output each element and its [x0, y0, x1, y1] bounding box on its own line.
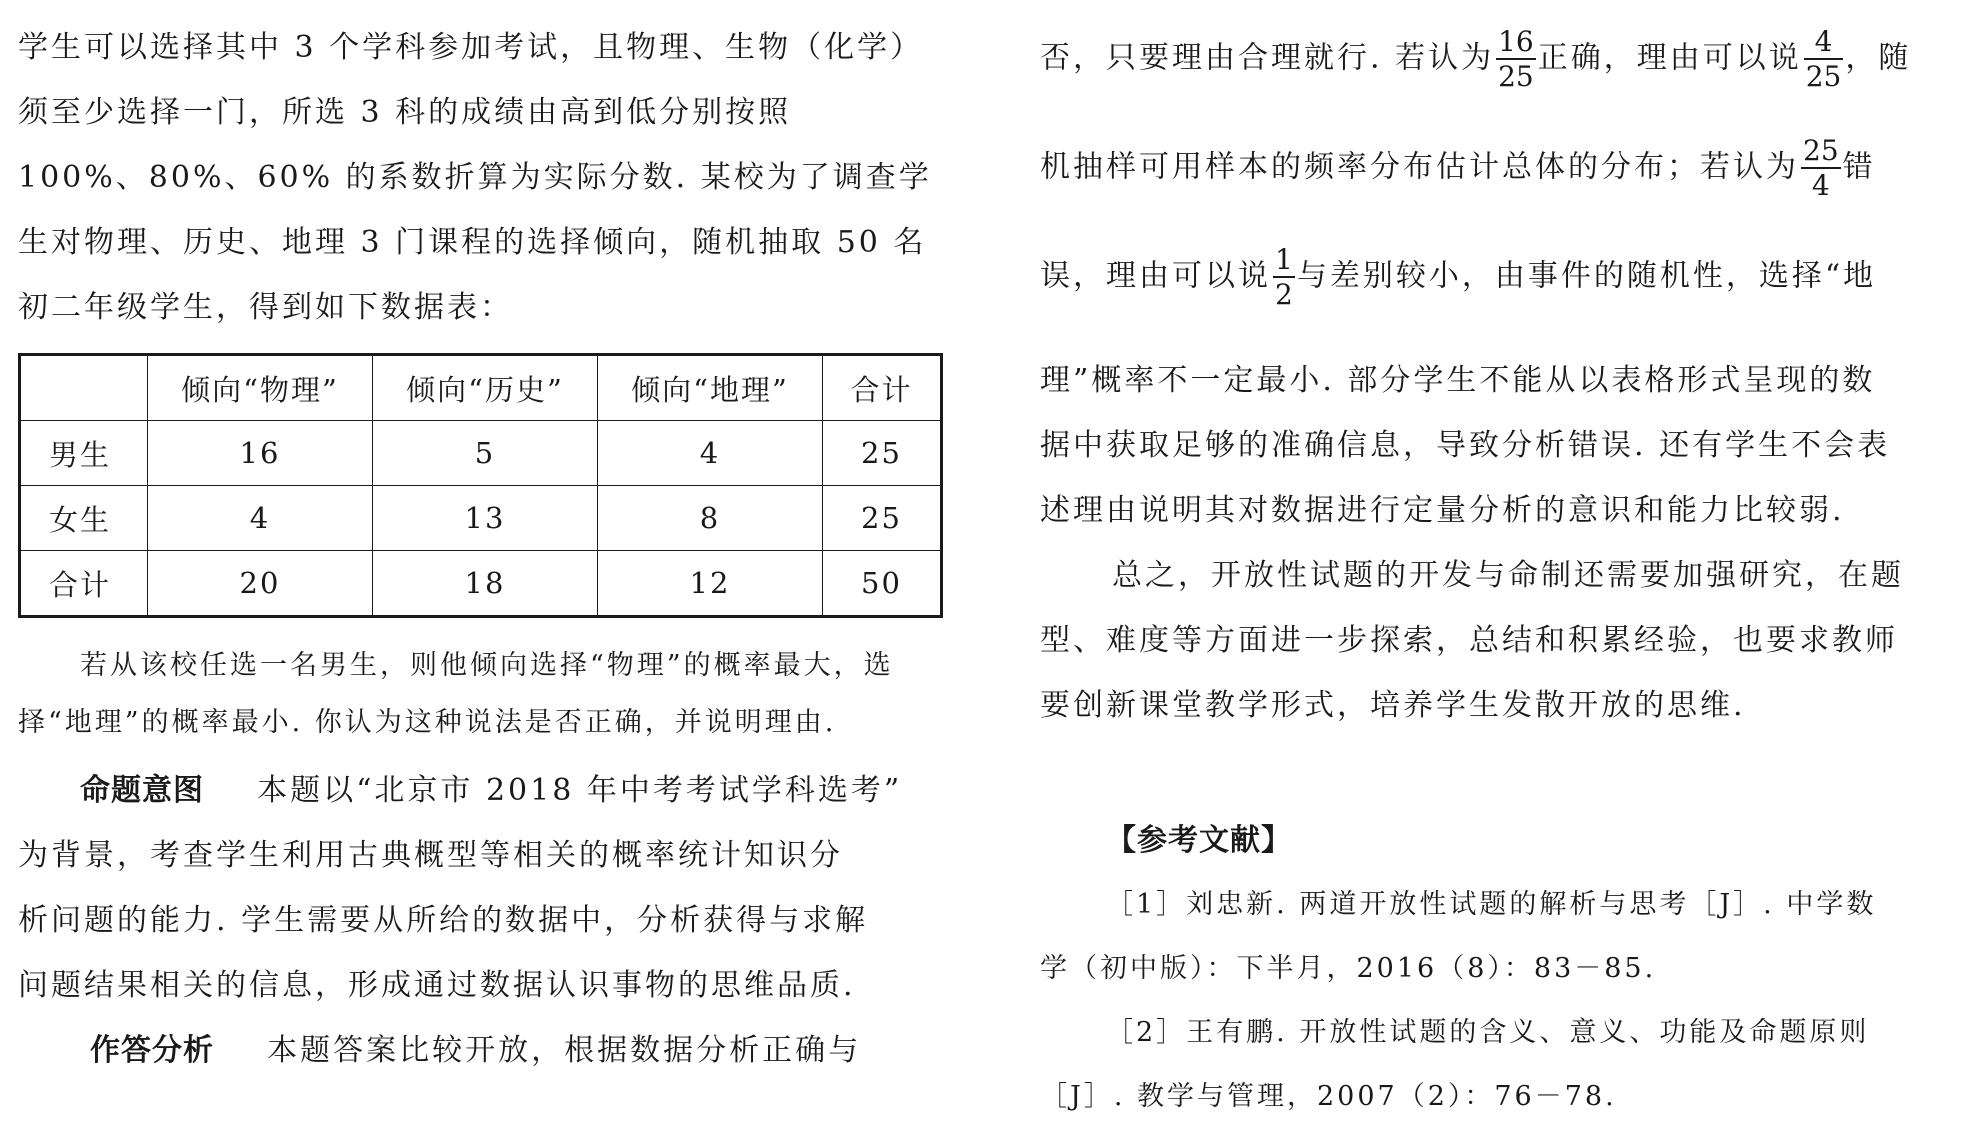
intent-paragraph-first [80, 765, 902, 809]
intro-line: 初二年级学生，得到如下数据表： [18, 290, 513, 325]
table-cell: 16 [148, 421, 373, 486]
intro-line: 生对物理、历史、地理 3 门课程的选择倾向，随机抽取 50 名 [18, 225, 927, 260]
answer-line: 述理由说明其对数据进行定量分析的意识和能力比较弱. [1040, 493, 1845, 528]
table-cell: 13 [373, 486, 598, 551]
table-cell: 25 [823, 486, 942, 551]
answer-line-3 [1040, 243, 1877, 311]
table-row [20, 421, 942, 486]
table-header-cell: 倾向“历史” [373, 355, 598, 421]
intent-line: 本题以“北京市 2018 年中考考试学科选考” [257, 773, 903, 808]
intent-line: 为背景，考查学生利用古典概型等相关的概率统计知识分 [18, 838, 843, 873]
intent-line: 问题结果相关的信息，形成通过数据认识事物的思维品质. [18, 968, 856, 1003]
intent-label: 命题意图 [80, 773, 204, 808]
table-header-cell: 合计 [823, 355, 942, 421]
answer-line: 据中获取足够的准确信息，导致分析错误. 还有学生不会表 [1040, 428, 1891, 463]
answer-text: 正确，理由可以说 [1537, 40, 1802, 76]
table-header-cell: 倾向“物理” [148, 355, 373, 421]
table-cell: 25 [823, 421, 942, 486]
answer-text: 否，只要理由合理就行. 若认为 [1040, 40, 1495, 76]
fraction-numerator: 4 [1804, 28, 1844, 60]
table-cell: 20 [148, 551, 373, 617]
fraction-denominator: 25 [1805, 60, 1842, 93]
table-cell: 4 [598, 421, 823, 486]
fraction-denominator: 25 [1498, 60, 1534, 93]
analysis-paragraph-first [90, 1025, 861, 1069]
summary-line: 要创新课堂教学形式，培养学生发散开放的思维. [1040, 688, 1746, 723]
question-line: 若从该校任选一名男生，则他倾向选择“物理”的概率最大，选 [80, 650, 894, 681]
table-row-label: 女生 [20, 486, 148, 551]
answer-text: 机抽样可用样本的频率分布估计总体的分布；若认为 [1040, 149, 1799, 185]
answer-text: 误，理由可以说 [1040, 258, 1271, 294]
answer-text: 错 [1842, 149, 1876, 185]
answer-text: ，随 [1845, 40, 1912, 76]
reference-line: ［J］. 教学与管理，2007（2）：76－78. [1040, 1081, 1617, 1112]
reference-line: 学（初中版）：下半月，2016（8）：83－85. [1040, 953, 1657, 984]
table-cell: 5 [373, 421, 598, 486]
answer-line-1 [1040, 25, 1912, 93]
intro-line: 学生可以选择其中 3 个学科参加考试，且物理、生物（化学） [18, 30, 924, 65]
table-cell: 8 [598, 486, 823, 551]
answer-line: 理”概率不一定最小. 部分学生不能从以表格形式呈现的数 [1040, 363, 1876, 398]
table-row-label: 合计 [20, 551, 148, 617]
summary-line: 型、难度等方面进一步探索，总结和积累经验，也要求教师 [1040, 623, 1898, 658]
table-row [20, 486, 942, 551]
fraction-25-4 [1801, 134, 1841, 202]
table-row-label: 男生 [20, 421, 148, 486]
intro-line: 100%、80%、60% 的系数折算为实际分数. 某校为了调查学 [18, 160, 932, 195]
table-cell: 18 [373, 551, 598, 617]
fraction-denominator: 4 [1811, 169, 1830, 202]
fraction-1-2 [1273, 243, 1295, 311]
table-row [20, 551, 942, 617]
references-heading: 【参考文献】 [1106, 823, 1292, 858]
analysis-label: 作答分析 [90, 1033, 214, 1068]
intro-line: 须至少选择一门，所选 3 科的成绩由高到低分别按照 [18, 95, 792, 130]
survey-data-table [18, 353, 943, 618]
answer-line-2 [1040, 134, 1876, 202]
analysis-line: 本题答案比较开放，根据数据分析正确与 [267, 1033, 862, 1068]
fraction-numerator: 25 [1803, 134, 1839, 167]
question-line: 择“地理”的概率最小. 你认为这种说法是否正确，并说明理由. [18, 707, 837, 738]
table-header-cell [20, 355, 148, 421]
table-cell: 12 [598, 551, 823, 617]
fraction-16-25 [1496, 25, 1536, 93]
table-header-cell: 倾向“地理” [598, 355, 823, 421]
fraction-4-25 [1804, 25, 1844, 93]
fraction-numerator: 1 [1275, 243, 1293, 276]
table-cell: 4 [148, 486, 373, 551]
intent-line: 析问题的能力. 学生需要从所给的数据中，分析获得与求解 [18, 903, 869, 938]
answer-text: 与差别较小，由事件的随机性，选择“地 [1296, 258, 1877, 294]
fraction-numerator: 16 [1498, 25, 1534, 58]
fraction-denominator: 2 [1275, 278, 1293, 311]
table-header-row [20, 355, 942, 421]
reference-line: ［2］王有鹏. 开放性试题的含义、意义、功能及命题原则 [1106, 1017, 1870, 1048]
summary-line: 总之，开放性试题的开发与命制还需要加强研究，在题 [1112, 558, 1904, 593]
table-cell: 50 [823, 551, 942, 617]
reference-line: ［1］刘忠新. 两道开放性试题的解析与思考［J］. 中学数 [1106, 889, 1877, 920]
